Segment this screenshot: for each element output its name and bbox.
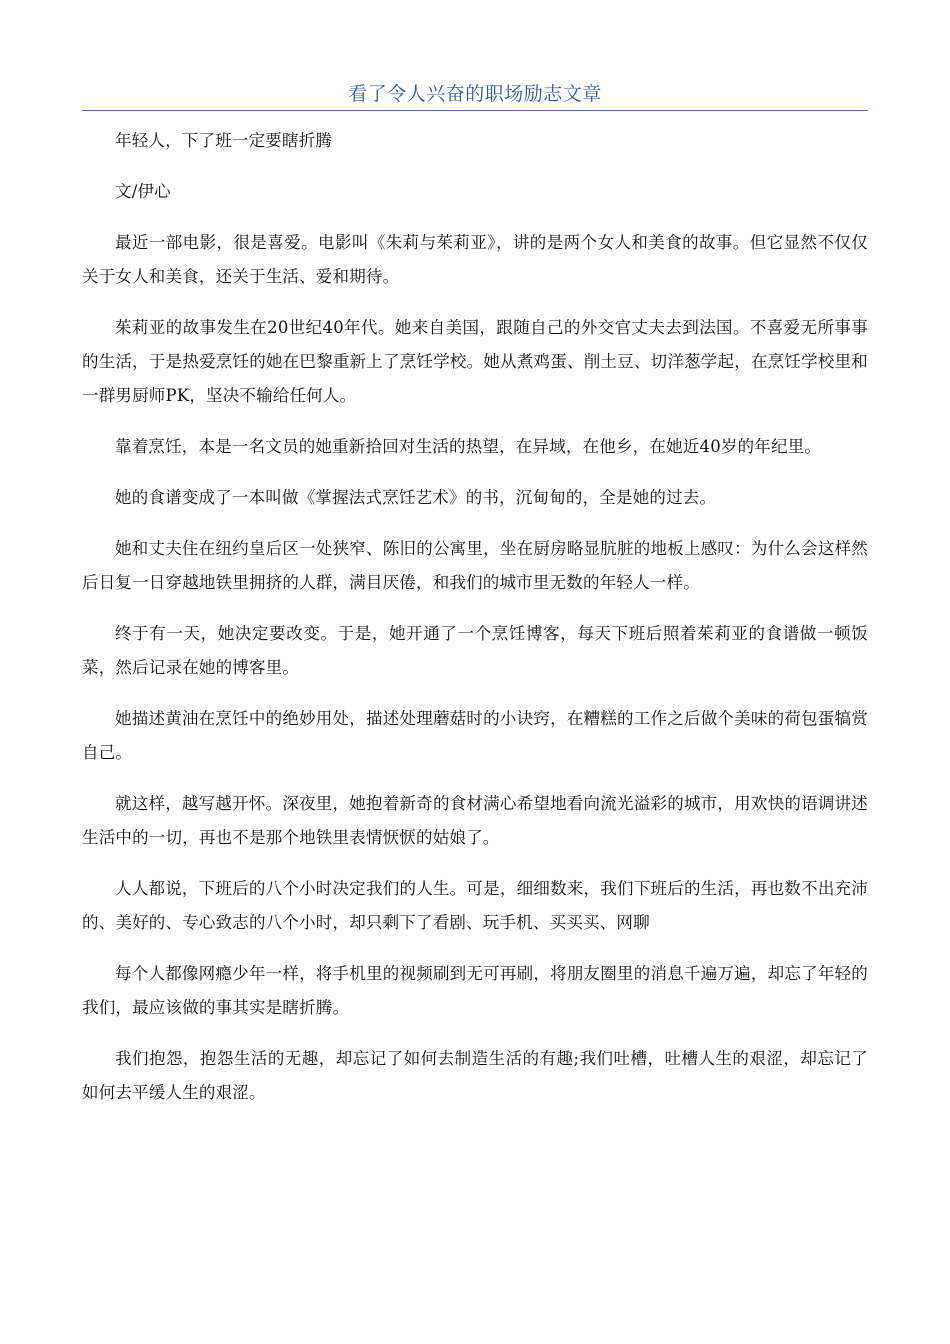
- paragraph: 每个人都像网瘾少年一样，将手机里的视频刷到无可再刷，将朋友圈里的消息千遍万遍，却忘了年轻的我们，最应该做的事其实是瞎折腾。: [82, 964, 868, 1017]
- paragraph: 她和丈夫住在纽约皇后区一处狭窄、陈旧的公寓里，坐在厨房略显肮脏的地板上感叹：为什么会这样然后日复一日穿越地铁里拥挤的人群，满目厌倦，和我们的城市里无数的年轻人一样。: [82, 539, 868, 592]
- paragraph: 我们抱怨，抱怨生活的无趣，却忘记了如何去制造生活的有趣;我们吐槽，吐槽人生的艰涩，却忘记了如何去平缓人生的艰涩。: [82, 1049, 868, 1102]
- paragraph: 就这样，越写越开怀。深夜里，她抱着新奇的食材满心希望地看向流光溢彩的城市，用欢快的语调讲述生活中的一切，再也不是那个地铁里表情恹恹的姑娘了。: [82, 794, 868, 847]
- paragraph: 她描述黄油在烹饪中的绝妙用处，描述处理蘑菇时的小诀窍，在糟糕的工作之后做个美味的荷包蛋犒赏自己。: [82, 709, 868, 762]
- paragraph: 茱莉亚的故事发生在20世纪40年代。她来自美国，跟随自己的外交官丈夫去到法国。不喜爱无所事事的生活，于是热爱烹饪的她在巴黎重新上了烹饪学校。她从煮鸡蛋、削土豆、切洋葱学起，在烹饪学校里和一群男厨师PK，坚决不输给任何人。: [82, 318, 868, 405]
- page-header: [82, 80, 868, 111]
- paragraph: 靠着烹饪，本是一名文员的她重新拾回对生活的热望，在异域，在他乡，在她近40岁的年纪里。: [115, 437, 822, 456]
- paragraph: 最近一部电影，很是喜爱。电影叫《朱莉与茱莉亚》，讲的是两个女人和美食的故事。但它显然不仅仅关于女人和美食，还关于生活、爱和期待。: [82, 233, 868, 286]
- paragraph: 终于有一天，她决定要改变。于是，她开通了一个烹饪博客，每天下班后照着茱莉亚的食谱做一顿饭菜，然后记录在她的博客里。: [82, 624, 868, 677]
- article-body: [82, 124, 868, 1127]
- article-subtitle: 年轻人，下了班一定要瞎折腾: [115, 131, 333, 150]
- document-title: 看了令人兴奋的职场励志文章: [348, 83, 602, 105]
- paragraph: 人人都说，下班后的八个小时决定我们的人生。可是，细细数来，我们下班后的生活，再也数不出充沛的、美好的、专心致志的八个小时，却只剩下了看剧、玩手机、买买买、网聊: [82, 879, 868, 932]
- paragraph: 她的食谱变成了一本叫做《掌握法式烹饪艺术》的书，沉甸甸的，全是她的过去。: [115, 488, 717, 507]
- article-byline: 文/伊心: [115, 182, 171, 201]
